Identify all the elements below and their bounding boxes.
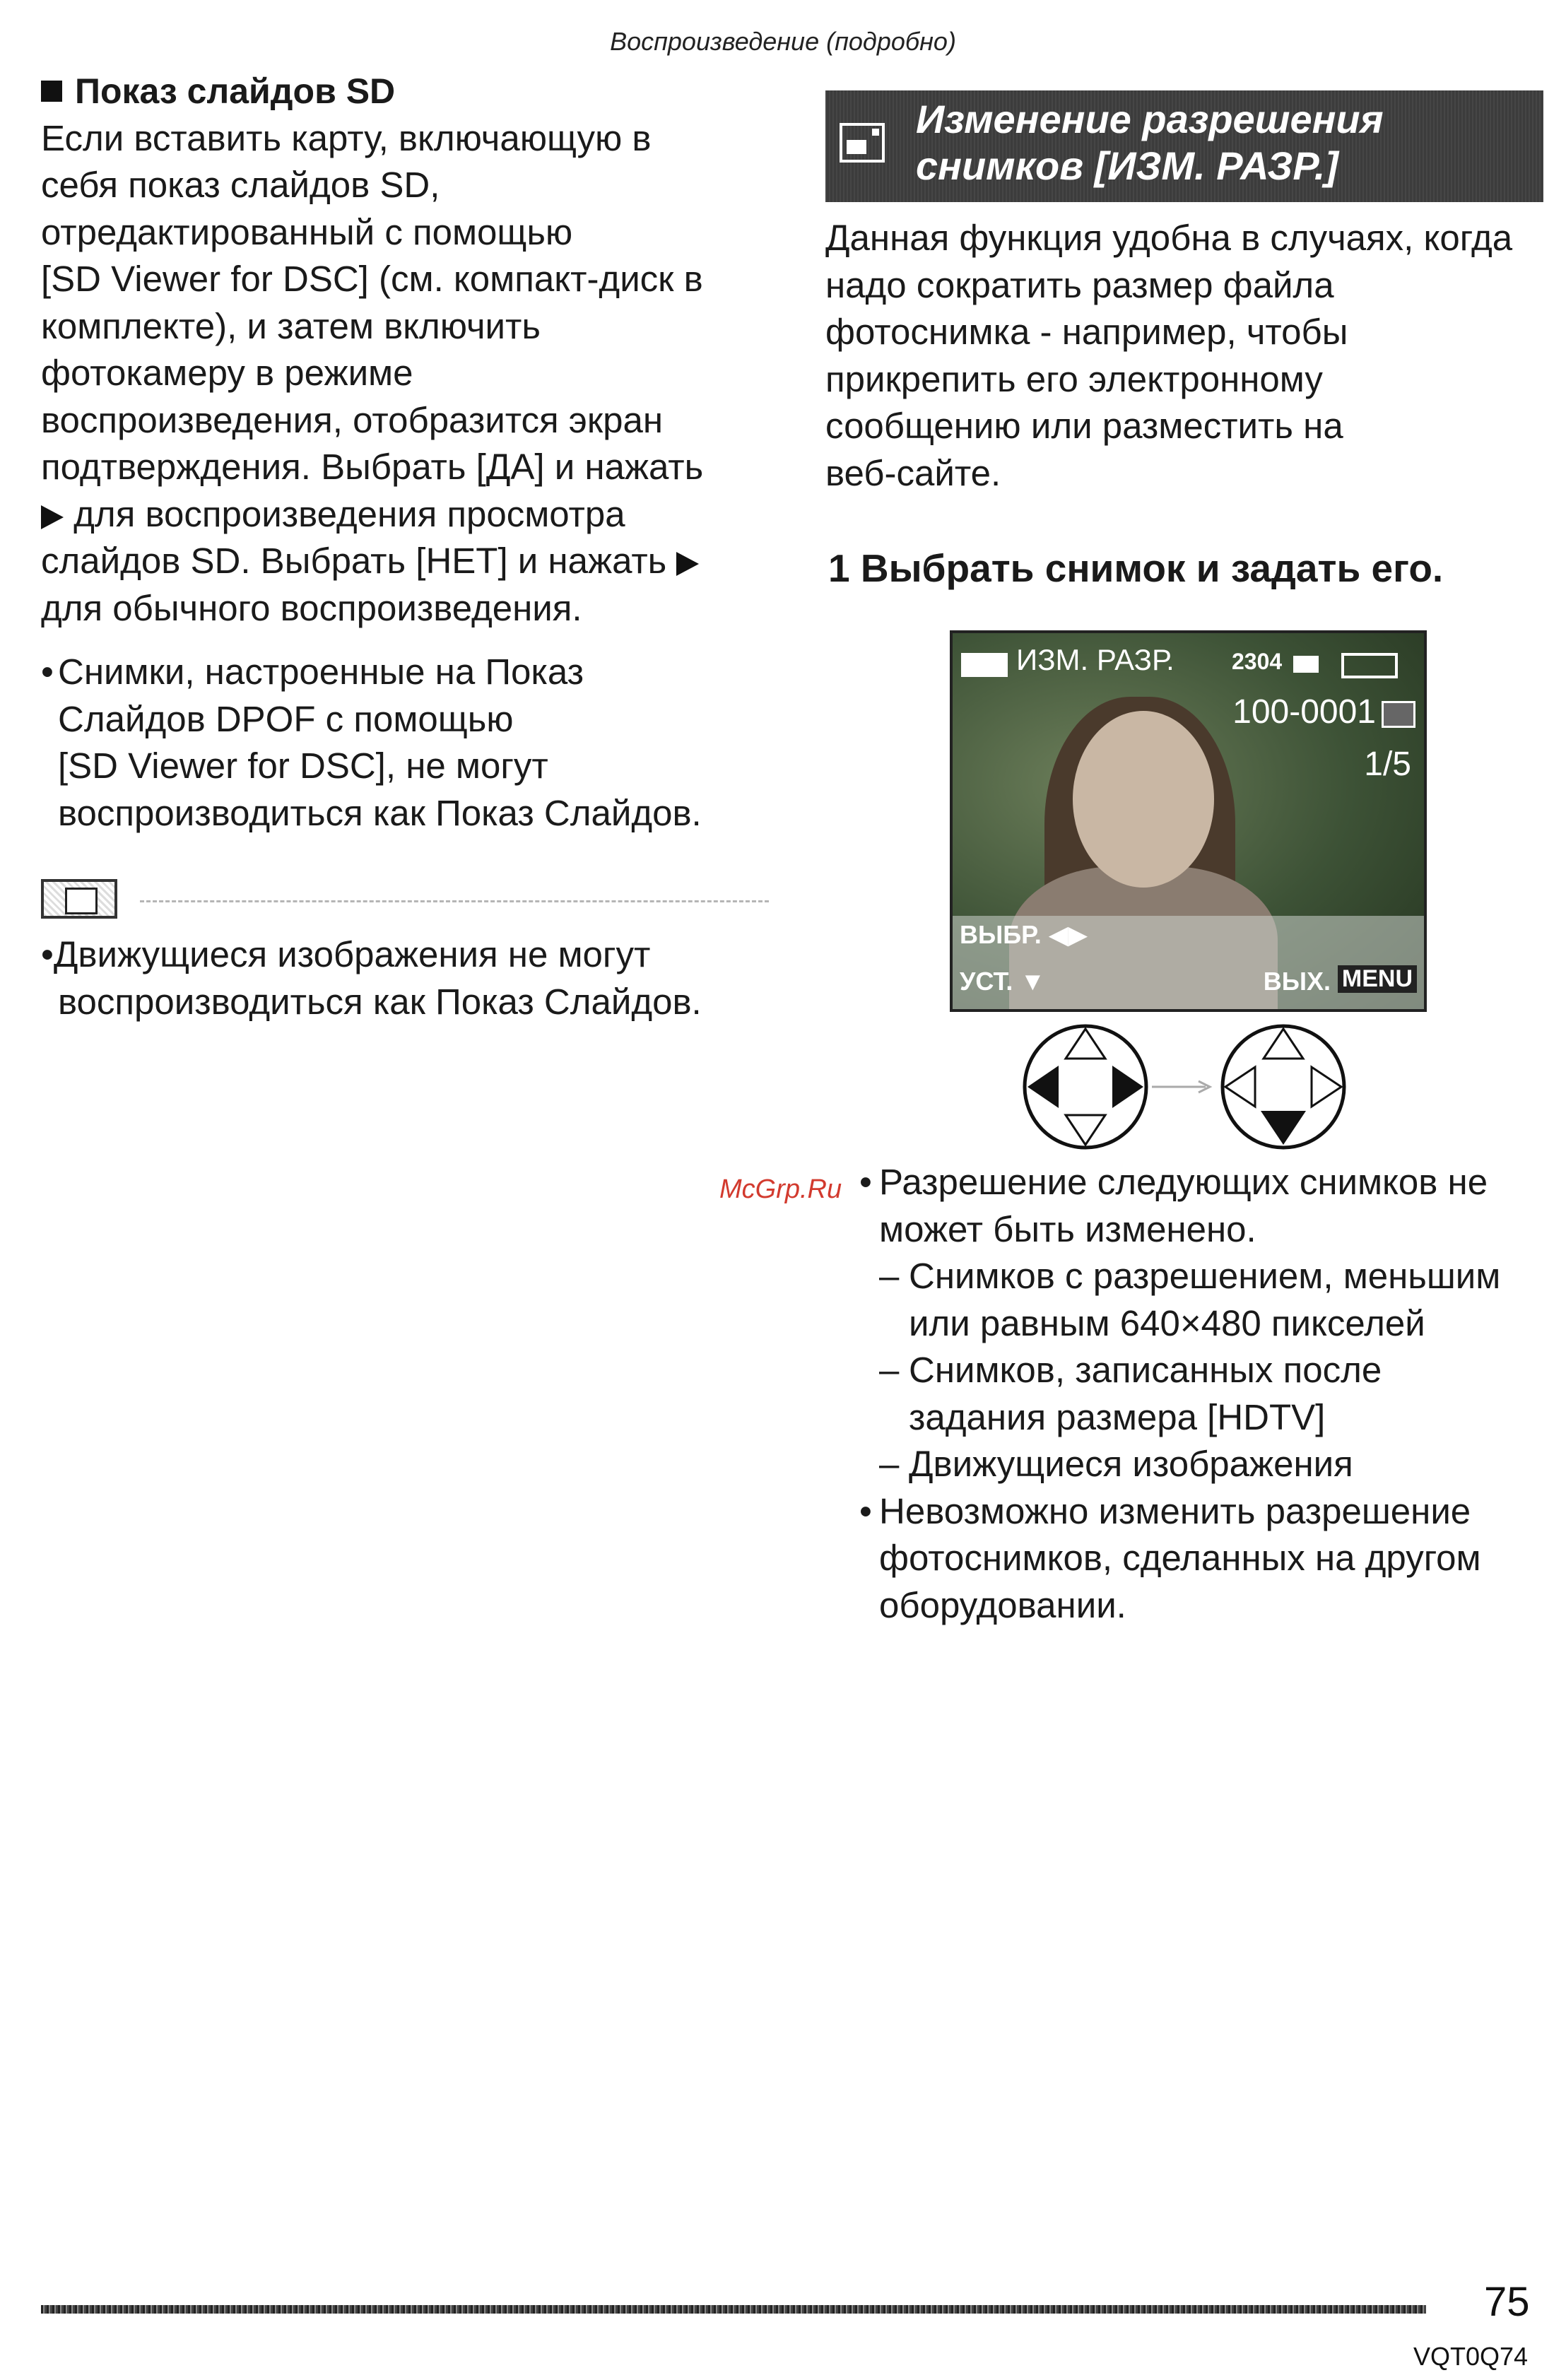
screen-bottom-bar	[953, 916, 1424, 1009]
play-right-icon	[41, 505, 64, 529]
intro-text	[825, 215, 1553, 497]
paragraph-line	[41, 538, 776, 585]
dash-line: задания размера [HDTV]	[909, 1396, 1326, 1437]
running-header: Воспроизведение (подробно)	[610, 27, 956, 56]
intro-line: фотоснимка - например, чтобы	[825, 312, 1348, 352]
select-label: ВЫБР. ◀▶	[960, 920, 1088, 949]
document-code: VQT0Q74	[1413, 2342, 1529, 2371]
bullet-line: • Разрешение следующих снимков не	[879, 1162, 1488, 1202]
section-title-text: Показ слайдов SD	[75, 71, 396, 111]
picture-size: 2304	[1232, 649, 1283, 674]
dash-line: – Движущиеся изображения	[909, 1444, 1353, 1484]
paragraph-line	[41, 491, 776, 538]
dash-item	[859, 1441, 1559, 1488]
restrictions-list	[859, 1159, 1559, 1629]
resize-icon	[840, 123, 885, 163]
square-bullet-icon	[41, 81, 62, 102]
bullet-item	[859, 1159, 1559, 1253]
bullet-line: [SD Viewer for DSC], не могут	[58, 746, 548, 786]
bullet-line: Слайдов DPOF с помощью	[58, 698, 514, 739]
paragraph-line: Если вставить карту, включающую в	[41, 117, 652, 158]
exit-label: ВЫХ.	[1263, 967, 1331, 996]
footer-rule	[41, 2305, 1426, 2314]
paragraph-line: комплекте), и затем включить	[41, 305, 541, 346]
paragraph-line: фотокамеру в режиме	[41, 353, 413, 393]
paragraph-line: отредактированный с помощью	[41, 211, 573, 252]
dash-line: – Снимков с разрешением, меньшим	[909, 1256, 1501, 1296]
bullet-item	[859, 1488, 1559, 1630]
dash-item	[859, 1347, 1559, 1441]
paragraph-line-text: для воспроизведения просмотра	[73, 493, 625, 534]
watermark: McGrp.Ru	[719, 1174, 842, 1204]
dash-line: – Снимков, записанных после	[909, 1350, 1382, 1390]
section-banner	[825, 90, 1543, 202]
left-column	[41, 68, 776, 837]
screen-title: ИЗМ. РАЗР.	[1016, 643, 1174, 676]
bullet-line: оборудовании.	[879, 1584, 1126, 1625]
play-right-icon	[676, 552, 699, 576]
file-number: 100-0001	[1232, 693, 1376, 731]
set-label: УСТ. ▼	[960, 967, 1046, 996]
paragraph-line: [SD Viewer for DSC] (см. компакт-диск в	[41, 259, 703, 299]
bullet-item	[41, 649, 776, 837]
resize-mode-icon	[961, 653, 1008, 677]
paragraph-line: воспроизведения, отобразится экран	[41, 399, 664, 440]
dpad-down-icon	[1218, 1022, 1348, 1152]
photo-face	[1073, 711, 1214, 888]
quality-icon	[1290, 650, 1321, 678]
note-divider	[140, 900, 769, 902]
paragraph-line-text: слайдов SD. Выбрать [НЕТ] и нажать	[41, 541, 667, 581]
bullet-line: воспроизводиться как Показ Слайдов.	[58, 792, 702, 833]
paragraph-line: подтверждения. Выбрать [ДА] и нажать	[41, 447, 704, 487]
note-line: •Движущиеся изображения не могут	[41, 934, 651, 974]
dash-item	[859, 1253, 1559, 1347]
screen-top-bar	[953, 633, 1424, 690]
paragraph-line: себя показ слайдов SD,	[41, 165, 440, 205]
internal-memory-icon	[1382, 701, 1415, 728]
camera-screen	[950, 630, 1427, 1012]
battery-icon	[1341, 653, 1398, 678]
section-title	[41, 68, 776, 115]
bullet-line: • Невозможно изменить разрешение	[879, 1490, 1471, 1531]
dpad-left-right-icon	[1020, 1022, 1150, 1152]
page-number: 75	[1484, 2279, 1530, 2325]
step-heading: 1 Выбрать снимок и задать его.	[828, 546, 1444, 590]
note-line: воспроизводиться как Показ Слайдов.	[58, 981, 702, 1022]
intro-line: Данная функция удобна в случаях, когда	[825, 218, 1513, 258]
intro-line: сообщению или разместить на	[825, 406, 1343, 446]
note-pencil-icon	[41, 879, 117, 919]
note-text	[41, 931, 776, 1025]
dash-line: или равным 640×480 пикселей	[909, 1302, 1425, 1343]
menu-button: MENU	[1338, 965, 1417, 993]
note-marker	[41, 879, 769, 921]
next-arrow-icon	[1149, 1080, 1220, 1094]
intro-line: прикрепить его электронному	[825, 358, 1323, 399]
bullet-line: • Снимки, настроенные на Показ	[58, 652, 584, 692]
image-count: 1/5	[1364, 746, 1411, 783]
banner-title: Изменение разрешения снимков [ИЗМ. РАЗР.]	[916, 97, 1384, 188]
bullet-line: фотоснимков, сделанных на другом	[879, 1538, 1481, 1578]
bullet-line: может быть изменено.	[879, 1208, 1256, 1249]
intro-line: веб-сайте.	[825, 452, 1001, 493]
paragraph-line: для обычного воспроизведения.	[41, 587, 582, 628]
intro-line: надо сократить размер файла	[825, 264, 1334, 305]
